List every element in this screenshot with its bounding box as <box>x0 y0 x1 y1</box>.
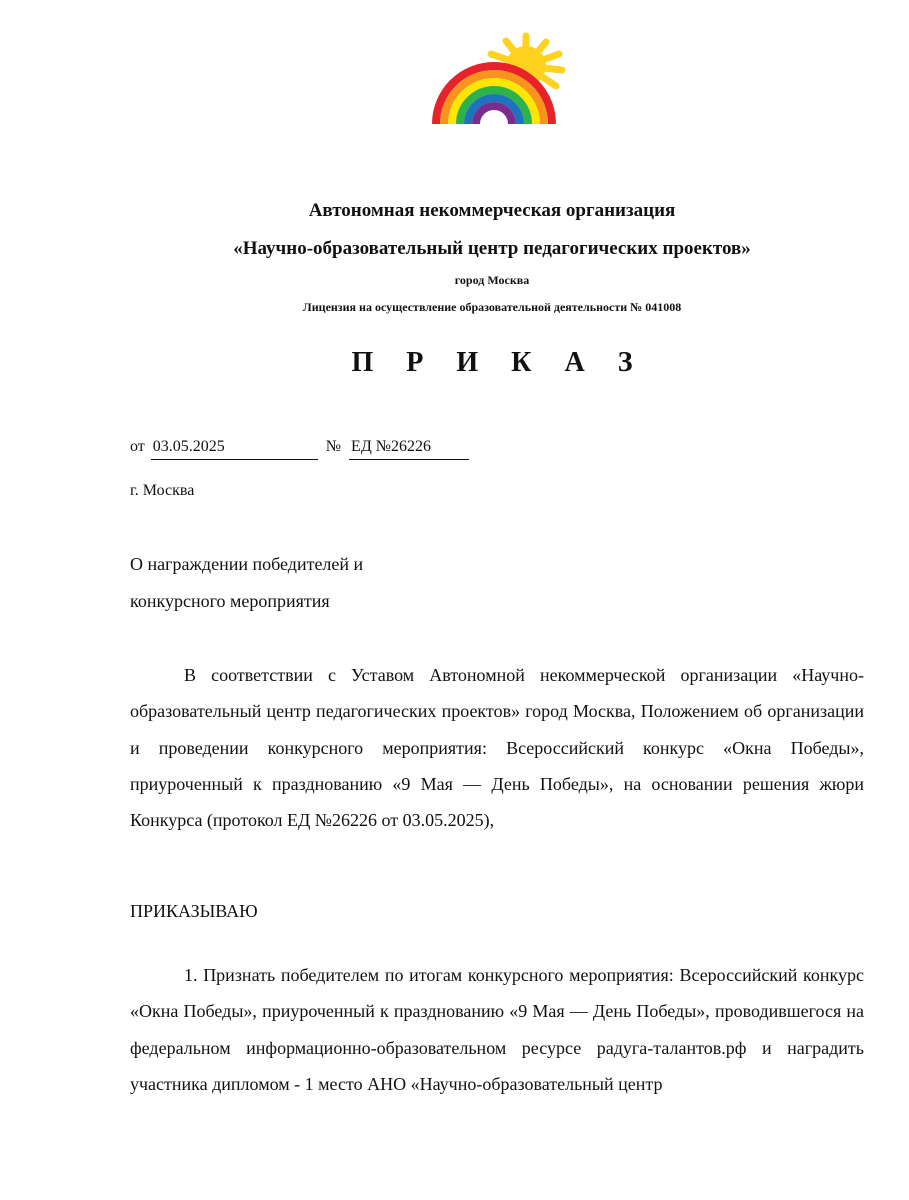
number-label: № <box>325 438 342 455</box>
sun-rainbow-logo-icon <box>428 28 568 140</box>
order-number: ЕД №26226 <box>349 438 469 460</box>
body-paragraph-1: В соответствии с Уставом Автономной некоммерческой организации «Научно-образовательный центр педагогических проектов» город Москва, Положением об организации и проведении конкурсного мероприятия: Всероссийский конкурс «Окна Победы», приуроченный к празднованию «9 Мая — День Победы», на основании решения жюри Конкурса (протокол ЕД №26226 от 03.05.2025), <box>130 665 864 831</box>
subject-line1: О награждении победителей и <box>130 554 364 574</box>
org-name-line1: Автономная некоммерческая организация <box>308 200 676 221</box>
org-name-line2: «Научно-образовательный центр педагогических проектов» <box>233 238 751 259</box>
date-prefix: от <box>130 438 145 455</box>
subject-line2: конкурсного мероприятия <box>130 591 330 611</box>
order-date: 03.05.2025 <box>151 438 318 460</box>
body-paragraph-2: 1. Признать победителем по итогам конкурсного мероприятия: Всероссийский конкурс «Окна Победы», приуроченный к празднованию «9 Мая — День Победы», проводившегося на федеральном информационно-образовательном ресурсе радуга-талантов.рф и наградить участника дипломом - 1 место АНО «Научно-образовательный центр <box>130 965 864 1094</box>
org-city: город Москва <box>454 273 530 287</box>
org-license: Лицензия на осуществление образовательной деятельности № 041008 <box>302 300 682 314</box>
order-subject <box>130 546 363 620</box>
order-word: ПРИКАЗЫВАЮ <box>130 901 258 921</box>
order-meta-row <box>130 438 469 460</box>
order-city: г. Москва <box>130 482 195 499</box>
document-title: П Р И К А З <box>351 347 646 378</box>
